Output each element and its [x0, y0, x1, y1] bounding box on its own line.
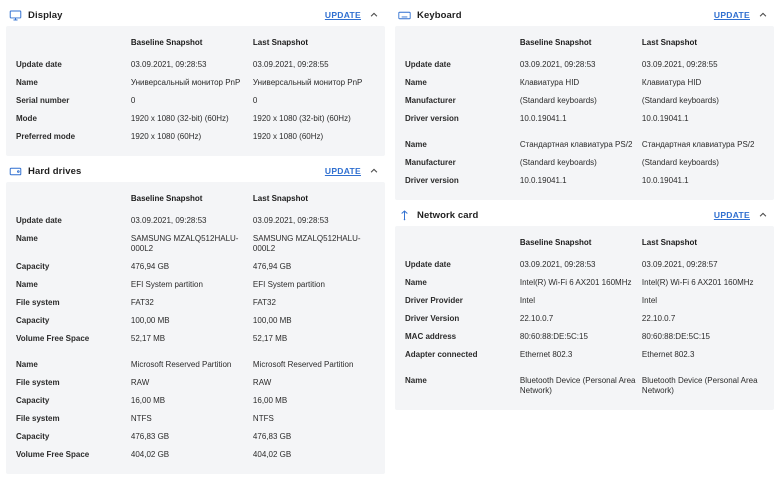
table-header-row: [16, 188, 375, 212]
update-link-network-card[interactable]: UPDATE: [713, 210, 750, 220]
table-row: [16, 74, 375, 92]
section-network-card: [395, 204, 774, 410]
section-header-keyboard: [395, 4, 774, 26]
row-key: Manufacturer: [405, 96, 456, 105]
section-title-keyboard: Keyboard: [417, 9, 462, 21]
row-baseline: 03.09.2021, 09:28:53: [519, 260, 596, 269]
table-row: [405, 92, 764, 110]
update-link-hard-drives[interactable]: UPDATE: [324, 166, 361, 176]
table-row: [16, 374, 375, 392]
chevron-up-icon-display[interactable]: [367, 8, 381, 22]
section-keyboard: [395, 4, 774, 200]
row-last: 0: [252, 96, 258, 105]
table-row: [16, 276, 375, 294]
row-key: Capacity: [16, 262, 50, 271]
section-header-network-card: [395, 204, 774, 226]
row-last: 03.09.2021, 09:28:55: [252, 60, 329, 69]
row-baseline: EFI System partition: [130, 280, 203, 289]
header-baseline: Baseline Snapshot: [130, 38, 203, 47]
table-row: [405, 292, 764, 310]
row-baseline: 10.0.19041.1: [519, 114, 567, 123]
row-baseline: 03.09.2021, 09:28:53: [130, 216, 207, 225]
table-row: [16, 230, 375, 258]
section-display: [6, 4, 385, 156]
table-row: [16, 356, 375, 374]
table-row: [405, 346, 764, 364]
row-last: Intel(R) Wi-Fi 6 AX201 160MHz: [641, 278, 754, 287]
row-baseline: 16,00 MB: [130, 396, 166, 405]
row-baseline: Стандартная клавиатура PS/2: [519, 140, 633, 149]
row-last: Ethernet 802.3: [641, 350, 695, 359]
row-baseline: Microsoft Reserved Partition: [130, 360, 232, 369]
row-key: Volume Free Space: [16, 450, 90, 459]
table-row: [16, 110, 375, 128]
chevron-up-icon-hard-drives[interactable]: [367, 164, 381, 178]
row-last: EFI System partition: [252, 280, 325, 289]
group-separator: [16, 348, 375, 356]
table-row: [405, 154, 764, 172]
table-network-card: [405, 232, 764, 400]
row-key: Name: [16, 360, 38, 369]
row-last: 1920 x 1080 (32-bit) (60Hz): [252, 114, 351, 123]
panel-keyboard: [395, 26, 774, 200]
row-key: Name: [405, 376, 427, 385]
chevron-up-icon-keyboard[interactable]: [756, 8, 770, 22]
row-last: 03.09.2021, 09:28:55: [641, 60, 718, 69]
left-column: [6, 4, 385, 499]
row-baseline: Клавиатура HID: [519, 78, 580, 87]
row-last: (Standard keyboards): [641, 96, 719, 105]
row-baseline: 03.09.2021, 09:28:53: [519, 60, 596, 69]
row-last: 80:60:88:DE:5C:15: [641, 332, 710, 341]
header-baseline: Baseline Snapshot: [519, 238, 592, 247]
header-blank: [16, 188, 131, 212]
row-key: Update date: [16, 60, 62, 69]
section-title-hard-drives: Hard drives: [28, 165, 82, 177]
table-row: [405, 328, 764, 346]
table-row: [16, 330, 375, 348]
row-last: 404,02 GB: [252, 450, 292, 459]
table-row: [405, 172, 764, 190]
row-baseline: SAMSUNG MZALQ512HALU-000L2: [130, 234, 239, 253]
row-last: Клавиатура HID: [641, 78, 702, 87]
row-baseline: 0: [130, 96, 136, 105]
row-key: Driver Version: [405, 314, 460, 323]
row-last: RAW: [252, 378, 272, 387]
table-row: [405, 56, 764, 74]
hard-drive-icon: [8, 164, 22, 178]
header-last: Last Snapshot: [252, 194, 309, 203]
table-row: [405, 256, 764, 274]
panel-display: [6, 26, 385, 156]
row-key: File system: [16, 414, 60, 423]
monitor-icon: [8, 8, 22, 22]
table-row: [405, 372, 764, 400]
row-baseline: 52,17 MB: [130, 334, 166, 343]
table-row: [16, 446, 375, 464]
row-key: MAC address: [405, 332, 457, 341]
row-key: Update date: [405, 60, 451, 69]
row-baseline: 1920 x 1080 (60Hz): [130, 132, 202, 141]
row-key: Update date: [16, 216, 62, 225]
row-last: FAT32: [252, 298, 276, 307]
keyboard-icon: [397, 8, 411, 22]
row-last: 100,00 MB: [252, 316, 292, 325]
panel-network-card: [395, 226, 774, 410]
row-last: Microsoft Reserved Partition: [252, 360, 354, 369]
row-baseline: Intel: [519, 296, 535, 305]
row-key: Preferred mode: [16, 132, 76, 141]
table-row: [16, 410, 375, 428]
row-last: (Standard keyboards): [641, 158, 719, 167]
panel-hard-drives: [6, 182, 385, 474]
section-title-display: Display: [28, 9, 63, 21]
table-row: [405, 110, 764, 128]
header-last: Last Snapshot: [641, 38, 698, 47]
row-key: Capacity: [16, 432, 50, 441]
row-last: Универсальный монитор PnP: [252, 78, 363, 87]
row-baseline: 10.0.19041.1: [519, 176, 567, 185]
row-key: File system: [16, 298, 60, 307]
row-baseline: 1920 x 1080 (32-bit) (60Hz): [130, 114, 229, 123]
section-header-hard-drives: [6, 160, 385, 182]
table-row: [16, 312, 375, 330]
row-key: Name: [405, 78, 427, 87]
table-keyboard: [405, 32, 764, 190]
chevron-up-icon-network-card[interactable]: [756, 208, 770, 222]
row-key: Name: [405, 278, 427, 287]
header-blank: [16, 32, 131, 56]
row-last: 52,17 MB: [252, 334, 288, 343]
row-baseline: 100,00 MB: [130, 316, 170, 325]
table-hard-drives: [16, 188, 375, 464]
row-key: Name: [405, 140, 427, 149]
row-key: Serial number: [16, 96, 70, 105]
row-last: 22.10.0.7: [641, 314, 676, 323]
update-link-display[interactable]: UPDATE: [324, 10, 361, 20]
group-separator: [405, 364, 764, 372]
row-last: 1920 x 1080 (60Hz): [252, 132, 324, 141]
row-key: Manufacturer: [405, 158, 456, 167]
table-row: [405, 136, 764, 154]
row-key: Name: [16, 234, 38, 243]
row-key: File system: [16, 378, 60, 387]
table-row: [16, 428, 375, 446]
row-key: Name: [16, 280, 38, 289]
table-row: [16, 294, 375, 312]
row-key: Adapter connected: [405, 350, 478, 359]
row-baseline: Ethernet 802.3: [519, 350, 573, 359]
row-last: 16,00 MB: [252, 396, 288, 405]
header-blank: [405, 232, 520, 256]
row-baseline: 476,94 GB: [130, 262, 170, 271]
row-last: 03.09.2021, 09:28:53: [252, 216, 329, 225]
row-last: SAMSUNG MZALQ512HALU-000L2: [252, 234, 361, 253]
table-row: [405, 310, 764, 328]
row-baseline: 22.10.0.7: [519, 314, 554, 323]
header-blank: [405, 32, 520, 56]
row-last: 476,83 GB: [252, 432, 292, 441]
right-column: [395, 4, 774, 499]
table-header-row: [405, 32, 764, 56]
section-title-network-card: Network card: [417, 209, 479, 221]
row-baseline: (Standard keyboards): [519, 96, 597, 105]
table-row: [405, 274, 764, 292]
table-header-row: [16, 32, 375, 56]
row-baseline: 404,02 GB: [130, 450, 170, 459]
row-last: 03.09.2021, 09:28:57: [641, 260, 718, 269]
header-baseline: Baseline Snapshot: [519, 38, 592, 47]
table-header-row: [405, 232, 764, 256]
row-last: 476,94 GB: [252, 262, 292, 271]
header-last: Last Snapshot: [252, 38, 309, 47]
row-baseline: Intel(R) Wi-Fi 6 AX201 160MHz: [519, 278, 632, 287]
row-last: 10.0.19041.1: [641, 176, 689, 185]
header-last: Last Snapshot: [641, 238, 698, 247]
row-last: 10.0.19041.1: [641, 114, 689, 123]
row-key: Driver version: [405, 114, 459, 123]
row-key: Volume Free Space: [16, 334, 90, 343]
update-link-keyboard[interactable]: UPDATE: [713, 10, 750, 20]
row-key: Capacity: [16, 316, 50, 325]
row-key: Driver Provider: [405, 296, 463, 305]
table-row: [16, 258, 375, 276]
row-key: Capacity: [16, 396, 50, 405]
table-row: [405, 74, 764, 92]
section-hard-drives: [6, 160, 385, 474]
table-row: [16, 92, 375, 110]
row-last: Intel: [641, 296, 658, 305]
row-baseline: 80:60:88:DE:5C:15: [519, 332, 588, 341]
table-row: [16, 392, 375, 410]
header-baseline: Baseline Snapshot: [130, 194, 203, 203]
row-baseline: Универсальный монитор PnP: [130, 78, 241, 87]
network-icon: [397, 208, 411, 222]
section-header-display: [6, 4, 385, 26]
row-key: Update date: [405, 260, 451, 269]
row-last: Bluetooth Device (Personal Area Network): [641, 376, 758, 395]
row-baseline: FAT32: [130, 298, 154, 307]
row-last: NTFS: [252, 414, 274, 423]
row-baseline: 476,83 GB: [130, 432, 170, 441]
table-display: [16, 32, 375, 146]
row-baseline: RAW: [130, 378, 150, 387]
row-baseline: Bluetooth Device (Personal Area Network): [519, 376, 636, 395]
table-row: [16, 56, 375, 74]
row-baseline: NTFS: [130, 414, 152, 423]
group-separator: [405, 128, 764, 136]
table-row: [16, 212, 375, 230]
row-baseline: 03.09.2021, 09:28:53: [130, 60, 207, 69]
row-baseline: (Standard keyboards): [519, 158, 597, 167]
table-row: [16, 128, 375, 146]
row-key: Driver version: [405, 176, 459, 185]
row-key: Mode: [16, 114, 37, 123]
row-key: Name: [16, 78, 38, 87]
row-last: Стандартная клавиатура PS/2: [641, 140, 755, 149]
